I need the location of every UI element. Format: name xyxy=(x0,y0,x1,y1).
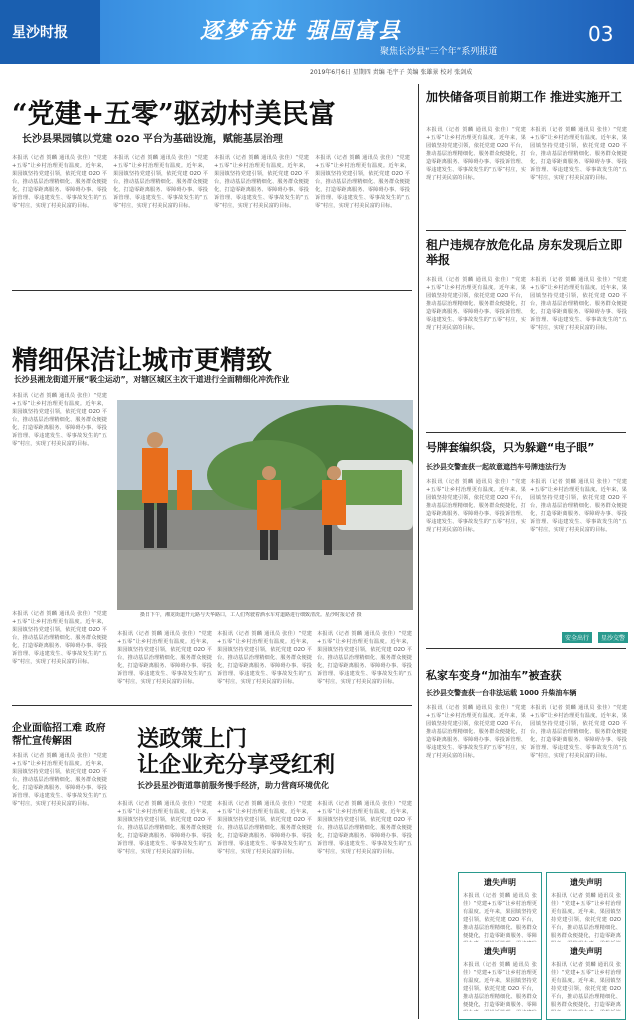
masthead: 星沙时报 xyxy=(12,25,68,41)
story2-column-5: 本报讯（记者 贺麟 通讯员 张佳）“党建+五零”让乡村治理更有温度。近年来，果园镇坚持党建引领，依托党建 O2O 平台，推动基层治理精细化、服务群众便捷化，打造零距离服务、零障碍办事、零投诉管理、零违建发生、零事故发生的“五零”村庄，实现了村美民富的目标。 xyxy=(317,631,412,685)
story3-headline-1: 送政策上门 xyxy=(137,726,248,752)
story2-column-4: 本报讯（记者 贺麟 通讯员 张佳）“党建+五零”让乡村治理更有温度。近年来，果园镇坚持党建引领，依托党建 O2O 平台，推动基层治理精细化、服务群众便捷化，打造零距离服务、零障碍办事、零投诉管理、零违建发生、零事故发生的“五零”村庄，实现了村美民富的目标。 xyxy=(217,631,312,685)
story3-column-2: 本报讯（记者 贺麟 通讯员 张佳）“党建+五零”让乡村治理更有温度。近年来，果园镇坚持党建引领，依托党建 O2O 平台，推动基层治理精细化、服务群众便捷化，打造零距离服务、零障碍办事、零投诉管理、零违建发生、零事故发生的“五零”村庄，实现了村美民富的目标。 xyxy=(217,801,312,855)
sub-slogan: 聚焦长沙县“三个年”系列报道 xyxy=(380,47,498,57)
slogan: 逐梦奋进 强国富县 xyxy=(200,18,402,44)
story2-column-3: 本报讯（记者 贺麟 通讯员 张佳）“党建+五零”让乡村治理更有温度。近年来，果园镇坚持党建引领，依托党建 O2O 平台，推动基层治理精细化、服务群众便捷化，打造零距离服务、零障碍办事、零投诉管理、零违建发生、零事故发生的“五零”村庄，实现了村美民富的目标。 xyxy=(117,631,212,685)
side2-column-2: 本报讯（记者 贺麟 通讯员 张佳）“党建+五零”让乡村治理更有温度。近年来，果园镇坚持党建引领，依托党建 O2O 平台，推动基层治理精细化、服务群众便捷化，打造零距离服务、零障碍办事、零投诉管理、零违建发生、零事故发生的“五零”村庄，实现了村美民富的目标。 xyxy=(530,277,627,331)
notice-text: 本报讯（记者 贺麟 通讯员 张佳）“党建+五零”让乡村治理更有温度。近年来，果园镇坚持党建引领，依托党建 O2O 平台，推动基层治理精细化、服务群众便捷化，打造零距离服务、零障 xyxy=(463,962,537,1008)
divider xyxy=(12,705,412,706)
side4-subtitle: 长沙县交警查获一台非法运载 1000 升柴油车辆 xyxy=(426,689,577,697)
notice-box-1 xyxy=(458,872,542,1020)
notice-text: 本报讯（记者 贺麟 通讯员 张佳）“党建+五零”让乡村治理更有温度。近年来，果园镇坚持党建引领，依托党建 O2O 平台，推动基层治理精细化、服务群众便捷化，打造零距离 xyxy=(551,893,621,939)
lead-column-4: 本报讯（记者 贺麟 通讯员 张佳）“党建+五零”让乡村治理更有温度。近年来，果园镇坚持党建引领，依托党建 O2O 平台，推动基层治理精细化、服务群众便捷化，打造零距离服务、零障碍办事、零投诉管理、零违建发生、零事故发生的“五零”村庄，实现了村美民富的目标。 xyxy=(315,155,410,209)
side1-headline: 加快储备项目前期工作 推进实施开工 xyxy=(426,90,623,104)
divider xyxy=(12,290,412,291)
side3-subtitle: 长沙县交警查获一起故意遮挡车号牌违法行为 xyxy=(426,463,566,471)
tag-safe-travel: 安全出行 xyxy=(562,632,592,643)
notice-title: 遗失声明 xyxy=(570,878,602,887)
story3-headline-2: 让企业充分享受红利 xyxy=(137,752,336,778)
side4-column-2: 本报讯（记者 贺麟 通讯员 张佳）“党建+五零”让乡村治理更有温度。近年来，果园镇坚持党建引领，依托党建 O2O 平台，推动基层治理精细化、服务群众便捷化，打造零距离服务、零障碍办事、零投诉管理、零违建发生、零事故发生的“五零”村庄，实现了村美民富的目标。 xyxy=(530,705,627,759)
photo-illustration xyxy=(117,400,413,610)
side2-column-1: 本报讯（记者 贺麟 通讯员 张佳）“党建+五零”让乡村治理更有温度。近年来，果园镇坚持党建引领，依托党建 O2O 平台，推动基层治理精细化、服务群众便捷化，打造零距离服务、零障碍办事、零投诉管理、零违建发生、零事故发生的“五零”村庄，实现了村美民富的目标。 xyxy=(426,277,526,331)
side1-column-2: 本报讯（记者 贺麟 通讯员 张佳）“党建+五零”让乡村治理更有温度。近年来，果园镇坚持党建引领，依托党建 O2O 平台，推动基层治理精细化、服务群众便捷化，打造零距离服务、零障碍办事、零投诉管理、零违建发生、零事故发生的“五零”村庄，实现了村美民富的目标。 xyxy=(530,127,627,181)
story2-column-1: 本报讯（记者 贺麟 通讯员 张佳）“党建+五零”让乡村治理更有温度。近年来，果园镇坚持党建引领，依托党建 O2O 平台，推动基层治理精细化、服务群众便捷化，打造零距离服务、零障碍办事、零投诉管理、零违建发生、零事故发生的“五零”村庄，实现了村美民富的目标。 xyxy=(12,393,107,447)
divider xyxy=(426,432,626,433)
street-cleaning-photo xyxy=(117,400,413,610)
story3-subtitle: 长沙县星沙街道靠前服务慢手经济，助力营商环境优化 xyxy=(137,781,329,790)
column-divider xyxy=(418,84,419,1019)
divider xyxy=(426,648,626,649)
story5-column: 本报讯（记者 贺麟 通讯员 张佳）“党建+五零”让乡村治理更有温度。近年来，果园镇坚持党建引领，依托党建 O2O 平台，推动基层治理精细化、服务群众便捷化，打造零距离服务、零障碍办事、零投诉管理、零违建发生、零事故发生的“五零”村庄，实现了村美民富的目标。 xyxy=(12,753,107,807)
photo-caption: 摄日下午，湘龙街道开元路与天华路口，工人们驾驶着洒水车对道路进行细致清洗。星沙时报记者 摄 xyxy=(140,612,362,618)
side1-column-1: 本报讯（记者 贺麟 通讯员 张佳）“党建+五零”让乡村治理更有温度。近年来，果园镇坚持党建引领，依托党建 O2O 平台，推动基层治理精细化、服务群众便捷化，打造零距离服务、零障碍办事、零投诉管理、零违建发生、零事故发生的“五零”村庄，实现了村美民富的目标。 xyxy=(426,127,526,181)
notice-title: 遗失声明 xyxy=(570,947,602,956)
tag-traffic-police: 星沙交警 xyxy=(598,632,628,643)
side2-headline: 租户违规存放危化品 房东发现后立即举报 xyxy=(426,238,623,267)
lead-column-2: 本报讯（记者 贺麟 通讯员 张佳）“党建+五零”让乡村治理更有温度。近年来，果园镇坚持党建引领，依托党建 O2O 平台，推动基层治理精细化、服务群众便捷化，打造零距离服务、零障碍办事、零投诉管理、零违建发生、零事故发生的“五零”村庄，实现了村美民富的目标。 xyxy=(113,155,208,209)
dateline: 2019年6月6日 星期四 责编 毛宇子 美编 张雄景 校对 张剑成 xyxy=(310,69,473,76)
side3-column-1: 本报讯（记者 贺麟 通讯员 张佳）“党建+五零”让乡村治理更有温度。近年来，果园镇坚持党建引领，依托党建 O2O 平台，推动基层治理精细化、服务群众便捷化，打造零距离服务、零障碍办事、零投诉管理、零违建发生、零事故发生的“五零”村庄，实现了村美民富的目标。 xyxy=(426,479,526,533)
side3-column-2: 本报讯（记者 贺麟 通讯员 张佳）“党建+五零”让乡村治理更有温度。近年来，果园镇坚持党建引领，依托党建 O2O 平台，推动基层治理精细化、服务群众便捷化，打造零距离服务、零障碍办事、零投诉管理、零违建发生、零事故发生的“五零”村庄，实现了村美民富的目标。 xyxy=(530,479,627,533)
story2-subtitle: 长沙县湘龙街道开展“吸尘运动”，对辖区城区主次干道进行全面精细化冲洗作业 xyxy=(14,375,290,384)
side4-headline: 私家车变身“加油车”被查获 xyxy=(426,669,562,682)
lead-column-1: 本报讯（记者 贺麟 通讯员 张佳）“党建+五零”让乡村治理更有温度。近年来，果园镇坚持党建引领，依托党建 O2O 平台，推动基层治理精细化、服务群众便捷化，打造零距离服务、零障碍办事、零投诉管理、零违建发生、零事故发生的“五零”村庄，实现了村美民富的目标。 xyxy=(12,155,107,209)
notice-text: 本报讯（记者 贺麟 通讯员 张佳）“党建+五零”让乡村治理更有温度。近年来，果园镇坚持党建引领，依托党建 O2O 平台，推动基层治理精细化、服务群众便捷化，打造零距离服务、零障 xyxy=(463,893,537,939)
notice-box-2 xyxy=(546,872,626,1020)
page-number: 03 xyxy=(588,22,614,46)
divider xyxy=(426,230,626,231)
story3-column-3: 本报讯（记者 贺麟 通讯员 张佳）“党建+五零”让乡村治理更有温度。近年来，果园镇坚持党建引领，依托党建 O2O 平台，推动基层治理精细化、服务群众便捷化，打造零距离服务、零障碍办事、零投诉管理、零违建发生、零事故发生的“五零”村庄，实现了村美民富的目标。 xyxy=(317,801,412,855)
notice-title: 遗失声明 xyxy=(484,947,516,956)
story2-headline: 精细保洁让城市更精致 xyxy=(12,346,273,376)
lead-headline: “党建+五零”驱动村美民富 xyxy=(12,99,336,130)
story3-column-1: 本报讯（记者 贺麟 通讯员 张佳）“党建+五零”让乡村治理更有温度。近年来，果园镇坚持党建引领，依托党建 O2O 平台，推动基层治理精细化、服务群众便捷化，打造零距离服务、零障碍办事、零投诉管理、零违建发生、零事故发生的“五零”村庄，实现了村美民富的目标。 xyxy=(117,801,212,855)
story5-headline: 企业面临招工难 政府帮忙宣传解困 xyxy=(12,723,106,747)
side4-column-1: 本报讯（记者 贺麟 通讯员 张佳）“党建+五零”让乡村治理更有温度。近年来，果园镇坚持党建引领，依托党建 O2O 平台，推动基层治理精细化、服务群众便捷化，打造零距离服务、零障碍办事、零投诉管理、零违建发生、零事故发生的“五零”村庄，实现了村美民富的目标。 xyxy=(426,705,526,759)
story2-column-2: 本报讯（记者 贺麟 通讯员 张佳）“党建+五零”让乡村治理更有温度。近年来，果园镇坚持党建引领，依托党建 O2O 平台，推动基层治理精细化、服务群众便捷化，打造零距离服务、零障碍办事、零投诉管理、零违建发生、零事故发生的“五零”村庄，实现了村美民富的目标。 xyxy=(12,611,107,665)
notice-text: 本报讯（记者 贺麟 通讯员 张佳）“党建+五零”让乡村治理更有温度。近年来，果园镇坚持党建引领，依托党建 O2O 平台，推动基层治理精细化、服务群众便捷化，打造零距离 xyxy=(551,962,621,1008)
page-header xyxy=(0,0,634,64)
lead-subtitle: 长沙县果园镇以党建 O2O 平台为基础设施，赋能基层治理 xyxy=(22,134,283,145)
lead-column-3: 本报讯（记者 贺麟 通讯员 张佳）“党建+五零”让乡村治理更有温度。近年来，果园镇坚持党建引领，依托党建 O2O 平台，推动基层治理精细化、服务群众便捷化，打造零距离服务、零障碍办事、零投诉管理、零违建发生、零事故发生的“五零”村庄，实现了村美民富的目标。 xyxy=(214,155,309,209)
side3-headline: 号牌套编织袋，只为躲避“电子眼” xyxy=(426,441,595,454)
notice-title: 遗失声明 xyxy=(484,878,516,887)
